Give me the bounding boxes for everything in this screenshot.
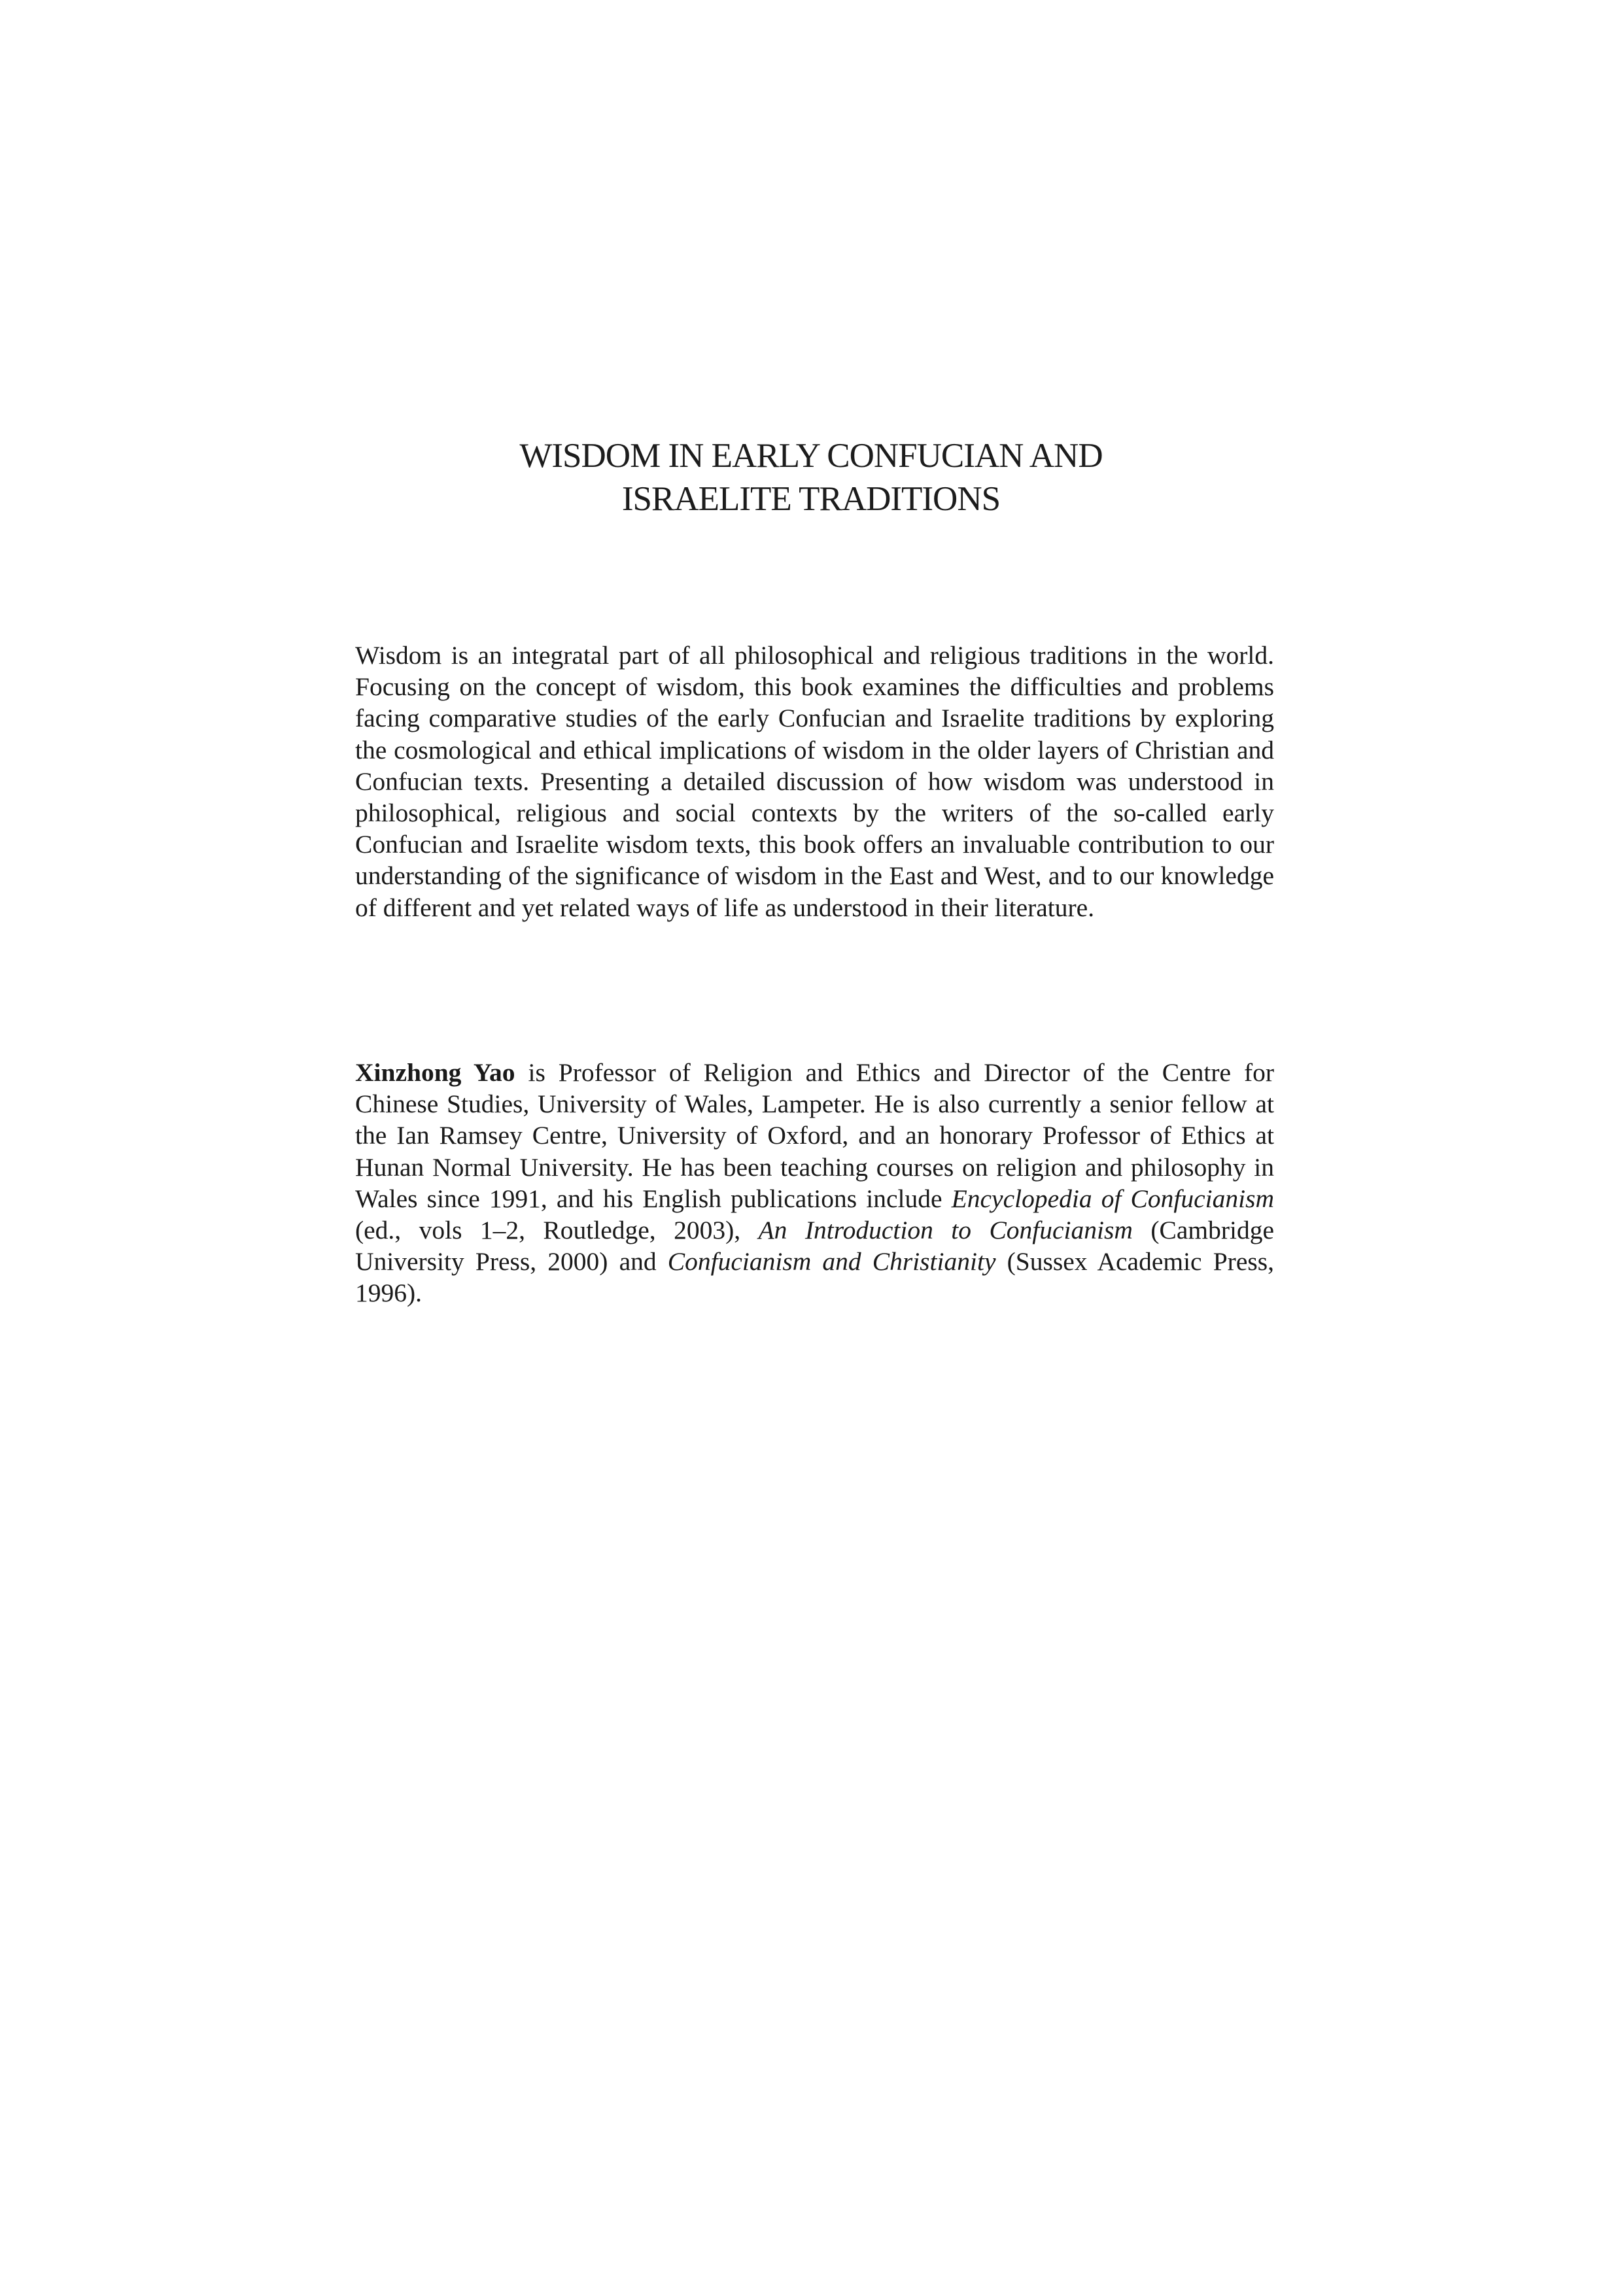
book-description: Wisdom is an integratal part of all philosophical and religious traditions in the world. Focusing on the concept of wisdom, this book examines the difficulties and problems facing comparative studies of the early Confucian and Israelite traditions by exploring the cosmological and ethical implications of wisdom in the older layers of Christian and Confucian texts. Presenting a detailed discussion of how wisdom was understood in philosophical, religious and social contexts by the writers of the so-called early Confucian and Israelite wisdom texts, this book offers an invaluable contribution to our understanding of the significance of wisdom in the East and West, and to our knowledge of different and yet related ways of life as understood in their literature.	[355, 641, 1274, 922]
author-name: Xinzhong Yao	[355, 1058, 515, 1087]
author-bio-text-3: (Cambridge University Press, 2000) and	[355, 1216, 1274, 1277]
author-biography	[355, 1057, 1274, 1309]
author-bio-text-1: is Professor of Religion and Ethics and Director of the Centre for Chinese Studies, University of Wales, Lampeter. He is also currently a senior fellow at the Ian Ramsey Centre, University of Oxford, and an honorary Professor of Ethics at Hunan Normal University. He has been teaching courses on religion and philosophy in Wales since 1991, and his English publications include	[355, 1058, 1274, 1213]
author-bio-text-4: (Sussex Academic Press, 1996).	[355, 1247, 1274, 1308]
book-reference-confucianism-christianity: Confucianism and Christianity	[667, 1247, 996, 1277]
book-title	[353, 434, 1269, 521]
book-title-line-1: WISDOM IN EARLY CONFUCIAN AND	[519, 437, 1103, 475]
book-reference-encyclopedia: Encyclopedia of Confucianism	[951, 1184, 1274, 1213]
book-title-line-2: ISRAELITE TRADITIONS	[621, 480, 1001, 518]
book-reference-introduction: An Introduction to Confucianism	[758, 1216, 1133, 1245]
author-bio-text-2: (ed., vols 1–2, Routledge, 2003),	[355, 1216, 759, 1245]
